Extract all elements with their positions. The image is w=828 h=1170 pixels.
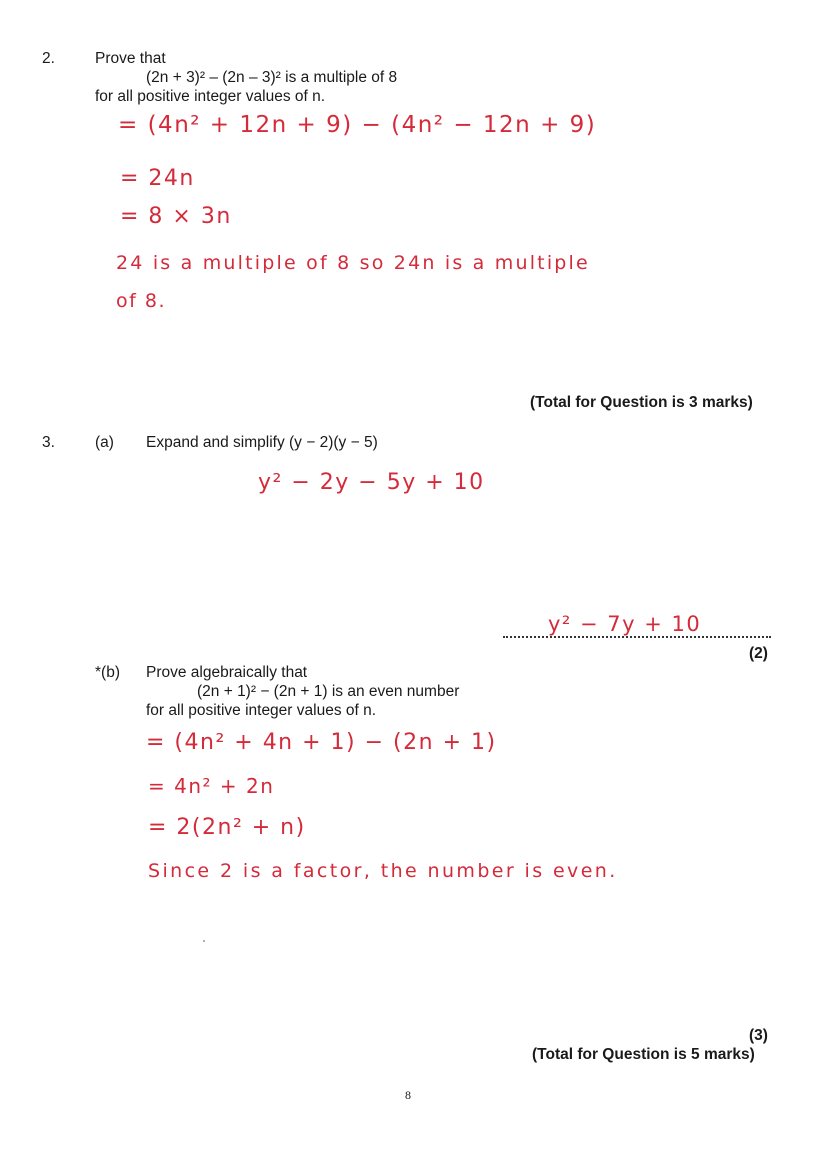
q3a-marks: (2) [749,645,768,662]
q2-expression: (2n + 3)² – (2n – 3)² is a multiple of 8 [146,69,398,86]
q3b-condition: for all positive integer values of n. [146,702,377,719]
q3-total-marks: (Total for Question is 5 marks) [532,1046,755,1063]
q3b-work-line-1: = (4n² + 4n + 1) − (2n + 1) [146,730,497,755]
q2-intro: Prove that [95,50,166,67]
q2-work-line-5: of 8. [116,290,166,312]
q3a-answer: y² − 7y + 10 [548,612,702,636]
q2-number: 2. [42,50,55,67]
q3b-work-line-4: Since 2 is a factor, the number is even. [148,860,618,882]
q3b-intro: Prove algebraically that [146,664,308,681]
q3b-label: *(b) [95,664,120,681]
q2-work-line-2: = 24n [120,166,195,191]
q3b-work-line-3: = 2(2n² + n) [148,815,306,840]
q2-work-line-4: 24 is a multiple of 8 so 24n is a multiple [116,252,590,274]
q3a-prompt: Expand and simplify (y − 2)(y − 5) [146,434,378,451]
q3b-marks: (3) [749,1027,768,1044]
q3a-working: y² − 2y − 5y + 10 [258,470,485,495]
q2-total-marks: (Total for Question is 3 marks) [530,394,753,411]
q2-condition: for all positive integer values of n. [95,88,326,105]
page-number: 8 [405,1088,411,1102]
q3b-work-line-2: = 4n² + 2n [148,774,275,798]
q3b-expression: (2n + 1)² − (2n + 1) is an even number [197,683,460,700]
paper-speck [203,940,205,942]
q3a-label: (a) [95,434,114,451]
q2-work-line-3: = 8 × 3n [120,204,232,229]
q3-number: 3. [42,434,55,451]
q2-work-line-1: = (4n² + 12n + 9) − (4n² − 12n + 9) [118,112,597,138]
